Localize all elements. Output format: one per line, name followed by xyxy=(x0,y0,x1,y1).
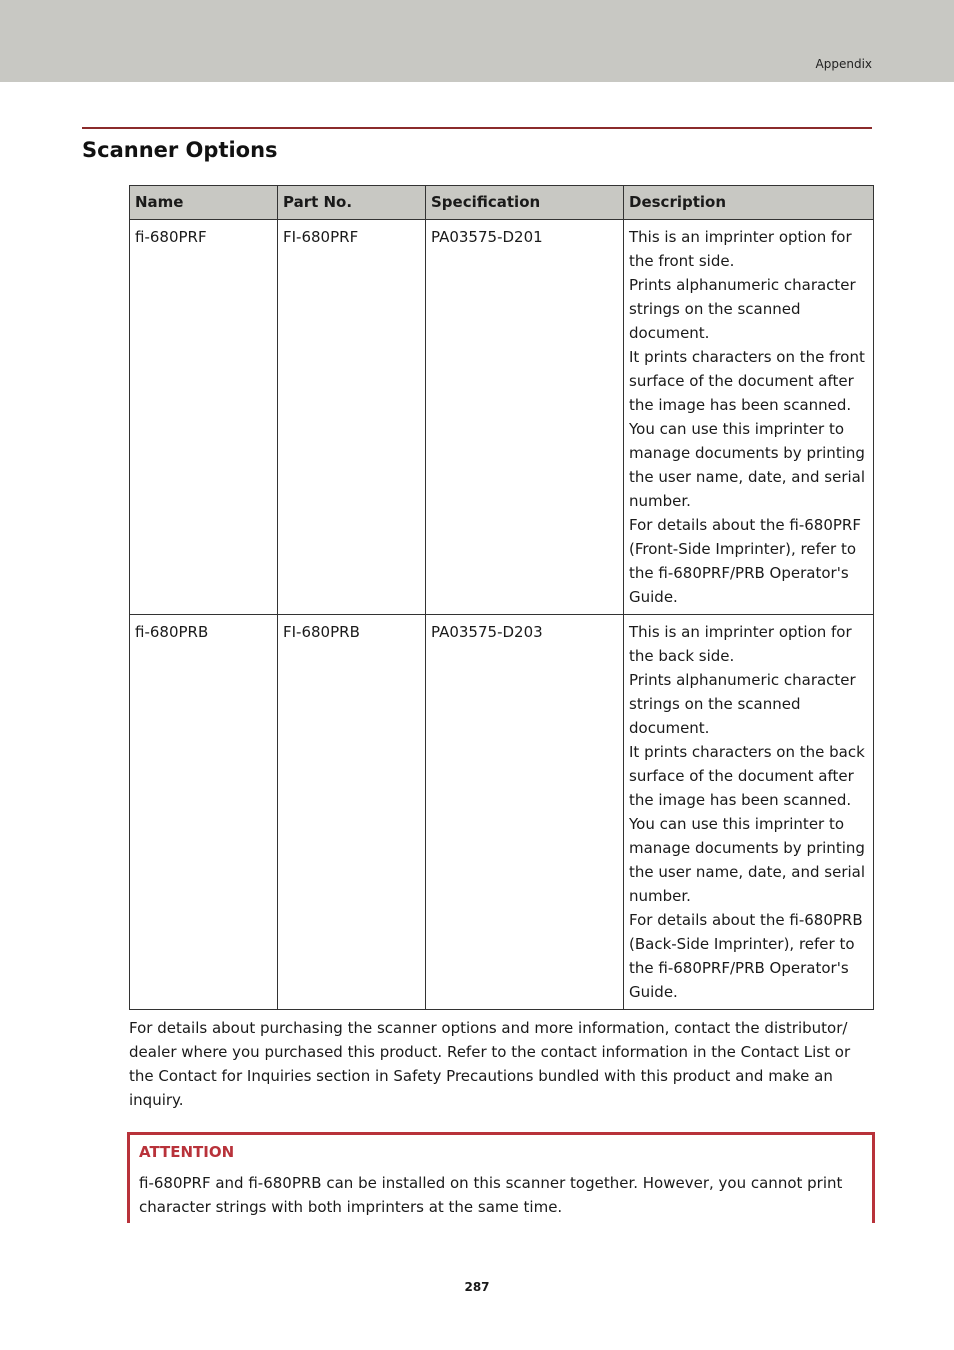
attention-title: ATTENTION xyxy=(139,1143,235,1161)
description-line: For details about the fi-680PRF (Front-Side Imprinter), refer to the fi-680PRF/PRB Operator's Guide. xyxy=(629,516,861,606)
description-line: This is an imprinter option for the back side. xyxy=(629,623,852,665)
table-row xyxy=(130,615,874,1010)
title-divider xyxy=(82,127,872,129)
description-line: For details about the fi-680PRB (Back-Side Imprinter), refer to the fi-680PRF/PRB Operator's Guide. xyxy=(629,911,863,1001)
cell-part-no: FI-680PRB xyxy=(278,615,426,1010)
column-header-description: Description xyxy=(624,186,874,220)
description-line: It prints characters on the back surface of the document after the image has been scanned. xyxy=(629,743,865,809)
page-number: 287 xyxy=(464,1280,490,1294)
purchase-info-paragraph: For details about purchasing the scanner options and more information, contact the distributor/ dealer where you purchased this product. Refer to the contact information in the Contact List or the Contact for Inquiries section in Safety Precautions bundled with this product and make an inquiry. xyxy=(129,1019,851,1109)
table-header-row xyxy=(130,186,874,220)
column-header-name: Name xyxy=(130,186,278,220)
description-line: Prints alphanumeric character strings on the scanned document. xyxy=(629,671,856,737)
page-header xyxy=(0,0,954,82)
table-row xyxy=(130,220,874,615)
cell-specification: PA03575-D201 xyxy=(426,220,624,615)
description-line: It prints characters on the front surface of the document after the image has been scanned. xyxy=(629,348,865,414)
attention-box xyxy=(127,1132,875,1223)
description-line: You can use this imprinter to manage documents by printing the user name, date, and serial number. xyxy=(629,420,866,510)
cell-description xyxy=(624,220,874,615)
section-label: Appendix xyxy=(815,57,872,71)
page-title: Scanner Options xyxy=(82,138,278,162)
description-line: This is an imprinter option for the front side. xyxy=(629,228,852,270)
scanner-options-table xyxy=(129,185,874,1010)
description-line: Prints alphanumeric character strings on the scanned document. xyxy=(629,276,856,342)
cell-part-no: FI-680PRF xyxy=(278,220,426,615)
attention-text: fi-680PRF and fi-680PRB can be installed on this scanner together. However, you cannot print character strings with both imprinters at the same time. xyxy=(139,1174,843,1216)
description-line: You can use this imprinter to manage documents by printing the user name, date, and serial number. xyxy=(629,815,866,905)
column-header-specification: Specification xyxy=(426,186,624,220)
cell-specification: PA03575-D203 xyxy=(426,615,624,1010)
column-header-part-no: Part No. xyxy=(278,186,426,220)
cell-description xyxy=(624,615,874,1010)
cell-name: fi-680PRB xyxy=(130,615,278,1010)
cell-name: fi-680PRF xyxy=(130,220,278,615)
